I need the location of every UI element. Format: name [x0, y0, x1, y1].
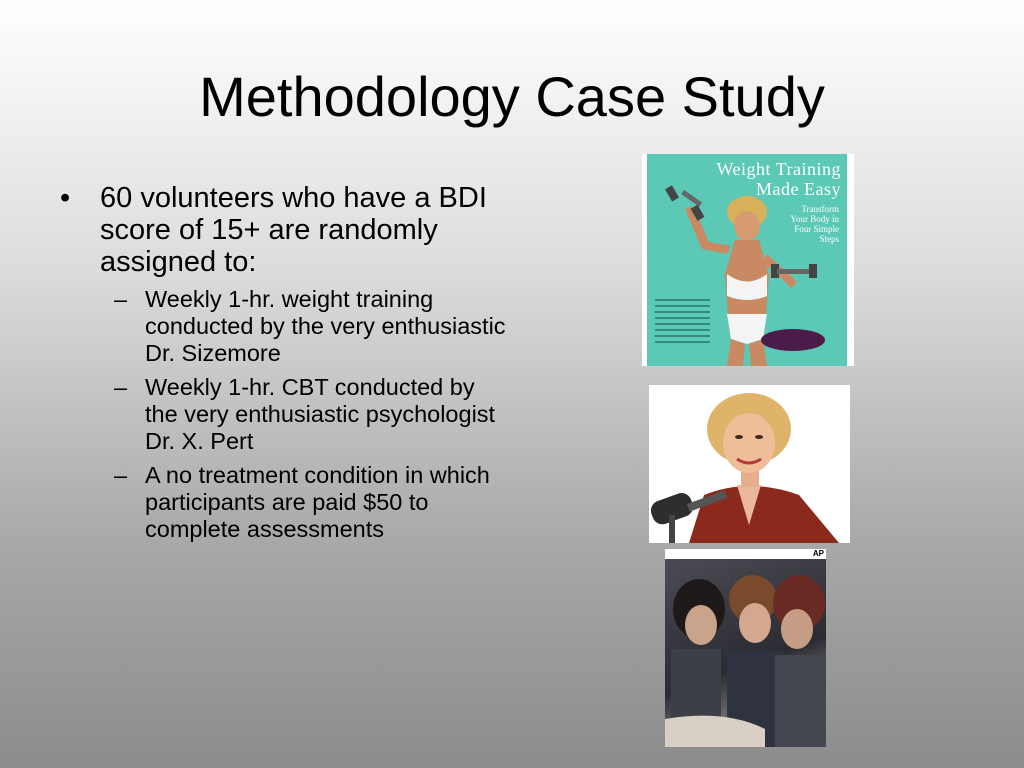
women-photo-illustration — [665, 559, 826, 747]
photo-content — [665, 559, 826, 747]
speaker-illustration — [649, 385, 850, 543]
sub-bullet-marker: – — [114, 462, 128, 488]
photo-credit: AP — [812, 549, 824, 558]
speaker-image — [649, 385, 850, 543]
bullet-marker: • — [60, 182, 71, 214]
sub-bullet-marker: – — [114, 374, 128, 400]
sub-bullet-text: A no treatment condition in which participants are paid $50 to complete assessments — [145, 462, 490, 542]
sub-bullet-marker: – — [114, 286, 128, 312]
slide-title: Methodology Case Study — [199, 65, 825, 128]
sub-bullet-item — [60, 286, 510, 367]
book-cover — [647, 154, 847, 366]
grieving-women-photo — [665, 549, 826, 747]
book-fine-print — [655, 299, 710, 344]
book-badge — [761, 329, 825, 351]
sub-bullet-text: Weekly 1-hr. weight training conducted by the very enthusiastic Dr. Sizemore — [145, 286, 506, 366]
bullet-list — [60, 182, 510, 550]
book-subtitle: Transform Your Body in Four Simple Steps — [790, 204, 839, 244]
bullet-text: 60 volunteers who have a BDI score of 15+ are randomly assigned to: — [100, 182, 487, 278]
sub-bullet-item — [60, 374, 510, 455]
sub-bullet-text: Weekly 1-hr. CBT conducted by the very enthusiastic psychologist Dr. X. Pert — [145, 374, 496, 454]
book-title: Weight Training Made Easy — [716, 159, 841, 199]
sub-bullet-item — [60, 462, 510, 543]
bullet-item — [60, 182, 510, 278]
sub-bullet-list — [60, 286, 510, 543]
book-cover-image — [642, 154, 854, 366]
